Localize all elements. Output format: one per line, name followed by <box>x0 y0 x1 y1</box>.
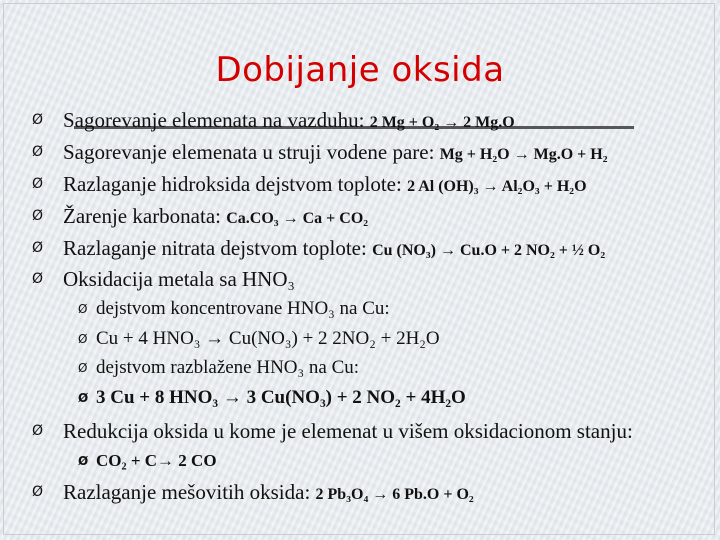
equation: 2 Al (OH)₃ → Al₂O₃ + H₂O <box>407 178 587 195</box>
bullet-arrow-icon: Ø <box>32 176 44 192</box>
bullet-text: Redukcija oksida u kome je elemenat u višem oksidacionom stanju: <box>63 419 633 443</box>
subitem-text: dejstvom koncentrovane HNO₃ na Cu: <box>96 298 390 319</box>
sub-bullet-arrow-icon: Ø <box>78 361 88 375</box>
slide-title: Dobijanje oksida <box>215 50 505 90</box>
bullet-arrow-icon: Ø <box>32 208 44 224</box>
subitem-text: CO₂ + C→ 2 CO <box>96 451 217 470</box>
equation: Ca.CO₃ → Ca + CO₂ <box>226 210 369 227</box>
sub-bullet-arrow-icon: Ø <box>78 391 89 405</box>
sub-bullet-arrow-icon: Ø <box>78 454 89 468</box>
bullet-text: Žarenje karbonata: <box>63 204 227 228</box>
sub-bullet-arrow-icon: Ø <box>78 302 88 316</box>
bullet-text: Razlaganje nitrata dejstvom toplote: <box>63 236 373 260</box>
subitem-text: dejstvom razblažene HNO₃ na Cu: <box>96 357 360 378</box>
equation: Cu (NO₃) → Cu.O + 2 NO₂ + ½ O₂ <box>372 242 606 259</box>
subitem-text: 3 Cu + 8 HNO₃ → 3 Cu(NO₃) + 2 NO₂ + 4H₂O <box>96 387 466 408</box>
subitem-text: Cu + 4 HNO₃ → Cu(NO₃) + 2 2NO₂ + 2H₂O <box>96 328 440 349</box>
sub-bullet-arrow-icon: Ø <box>78 332 88 346</box>
bullet-arrow-icon: Ø <box>32 240 44 256</box>
equation: 2 Mg + O₂ → 2 Mg.O <box>369 114 515 131</box>
bullet-arrow-icon: Ø <box>32 271 44 287</box>
equation: Mg + H₂O → Mg.O + H₂ <box>439 146 608 163</box>
bullet-text: Razlaganje mešovitih oksida: <box>63 480 316 504</box>
bullet-arrow-icon: Ø <box>32 484 44 500</box>
bullet-arrow-icon: Ø <box>32 144 44 160</box>
bullet-text: Razlaganje hidroksida dejstvom toplote: <box>63 172 408 196</box>
bullet-text: Oksidacija metala sa HNO₃ <box>63 267 295 291</box>
bullet-arrow-icon: Ø <box>32 423 44 439</box>
bullet-arrow-icon: Ø <box>32 112 44 128</box>
bullet-text: Sagorevanje elemenata na vazduhu: <box>63 108 370 132</box>
equation: 2 Pb₃O₄ → 6 Pb.O + O₂ <box>315 486 474 503</box>
bullet-text: Sagorevanje elemenata u struji vodene pare: <box>63 140 440 164</box>
